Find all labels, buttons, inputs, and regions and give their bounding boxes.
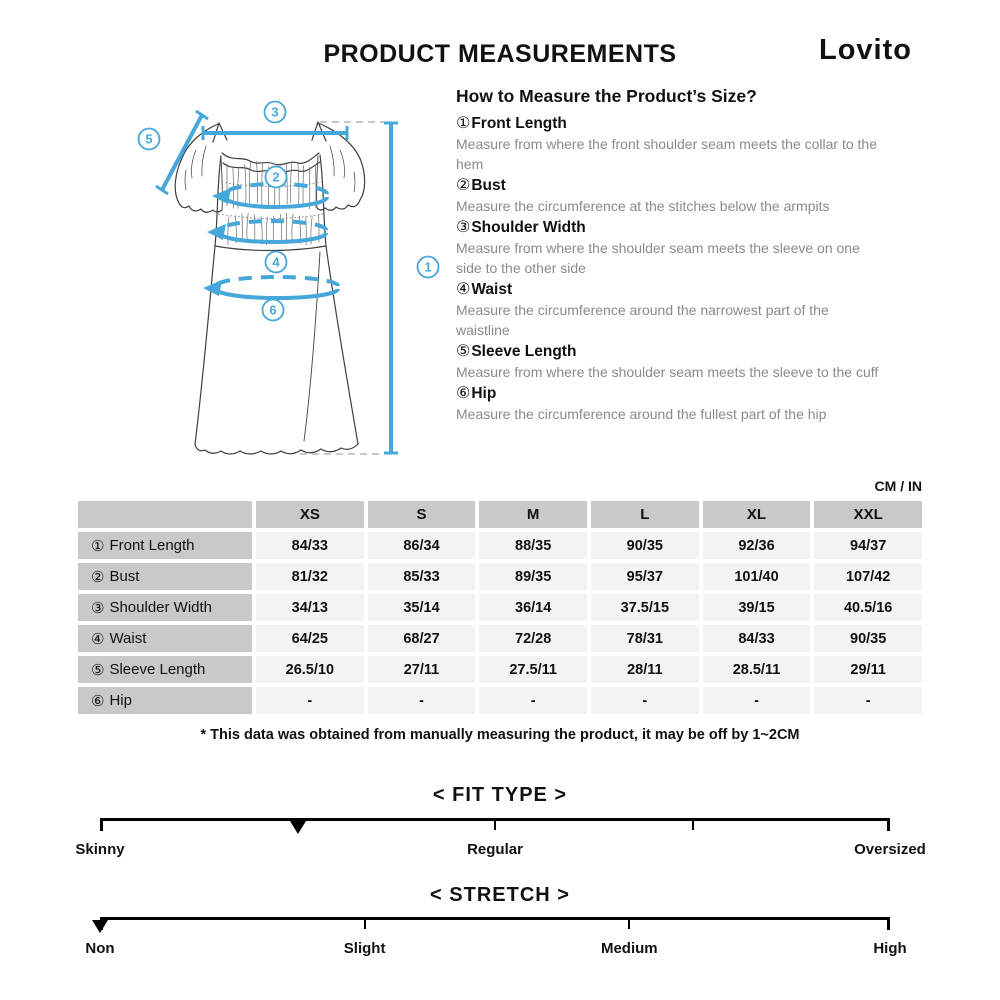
svg-text:5: 5 (145, 131, 153, 147)
instruction-item (456, 280, 880, 340)
size-column-header: M (479, 501, 587, 528)
fit-type-title: < FIT TYPE > (432, 784, 568, 806)
measurement-value: 86/34 (368, 532, 476, 559)
measurement-value: 78/31 (591, 625, 699, 652)
row-label (78, 594, 252, 621)
instruction-title (456, 342, 880, 362)
svg-text:2: 2 (272, 169, 280, 185)
measurement-value: 89/35 (479, 563, 587, 590)
scale-marker-triangle (92, 920, 108, 933)
row-label (78, 625, 252, 652)
instruction-description: Measure the circumference at the stitches below the armpits (456, 198, 830, 214)
marker-front-length (418, 257, 439, 278)
instruction-number: ③ (456, 219, 471, 236)
row-name: Bust (109, 568, 140, 585)
svg-text:6: 6 (269, 302, 277, 318)
instructions-list (456, 114, 880, 424)
instruction-label: Shoulder Width (471, 219, 586, 236)
instruction-label: Front Length (471, 115, 567, 132)
instruction-description: Measure from where the front shoulder seam meets the collar to the hem (456, 136, 877, 172)
instruction-item (456, 114, 880, 174)
size-column-header: L (591, 501, 699, 528)
measurement-value: - (368, 687, 476, 714)
row-name: Hip (109, 692, 132, 709)
measurement-value: 37.5/15 (591, 594, 699, 621)
stretch-scale-labels (85, 940, 907, 960)
fit-type-scale (75, 818, 926, 866)
marker-waist (266, 252, 287, 273)
scale-tick (628, 917, 630, 929)
scale-endcap-right (887, 917, 890, 930)
measurement-value: 101/40 (703, 563, 811, 590)
measurement-value: 84/33 (256, 532, 364, 559)
size-column-header: XS (256, 501, 364, 528)
measurement-value: 68/27 (368, 625, 476, 652)
scale-label: Oversized (854, 841, 926, 858)
svg-text:4: 4 (272, 254, 280, 270)
scale-label: Skinny (75, 841, 125, 858)
measurement-value: 90/35 (814, 625, 922, 652)
measurement-value: - (703, 687, 811, 714)
lovito-logo: Lovito (819, 34, 912, 66)
measurement-value: 107/42 (814, 563, 922, 590)
measurement-value: 85/33 (368, 563, 476, 590)
measurement-value: 27.5/11 (479, 656, 587, 683)
row-number: ② (91, 568, 105, 586)
instruction-title (456, 280, 880, 300)
instruction-number: ② (456, 177, 471, 194)
measurement-value: 34/13 (256, 594, 364, 621)
scale-tick (364, 917, 366, 929)
marker-hip (263, 300, 284, 321)
instruction-label: Waist (471, 281, 513, 298)
instruction-label: Sleeve Length (471, 343, 577, 360)
measurement-value: 40.5/16 (814, 594, 922, 621)
row-label (78, 687, 252, 714)
measurement-value: 27/11 (368, 656, 476, 683)
size-column-header: S (368, 501, 476, 528)
instructions-heading: How to Measure the Product’s Size? (456, 86, 757, 106)
measurement-note: * This data was obtained from manually measuring the product, it may be off by 1~2CM (200, 727, 800, 743)
size-table (78, 501, 922, 714)
fit-type-scale-line (100, 818, 890, 834)
row-name: Shoulder Width (109, 599, 213, 616)
row-label (78, 656, 252, 683)
stretch-scale (85, 917, 907, 965)
measurement-value: - (814, 687, 922, 714)
measurement-value: 95/37 (591, 563, 699, 590)
measurement-value: 94/37 (814, 532, 922, 559)
fit-type-scale-labels (75, 841, 926, 861)
size-column-header: XXL (814, 501, 922, 528)
measurement-value: 28/11 (591, 656, 699, 683)
scale-label: Slight (343, 940, 386, 957)
instruction-number: ⑤ (456, 343, 471, 360)
row-number: ① (91, 537, 105, 555)
instruction-description: Measure the circumference around the fullest part of the hip (456, 406, 827, 422)
row-number: ③ (91, 599, 105, 617)
measurement-value: 88/35 (479, 532, 587, 559)
measurement-value: 81/32 (256, 563, 364, 590)
row-name: Sleeve Length (109, 661, 206, 678)
measurement-value: 92/36 (703, 532, 811, 559)
row-number: ④ (91, 630, 105, 648)
measurement-value: 26.5/10 (256, 656, 364, 683)
measurement-value: - (256, 687, 364, 714)
stretch-title: < STRETCH > (430, 884, 570, 906)
scale-label: Regular (467, 841, 523, 858)
instruction-item (456, 342, 880, 382)
row-name: Waist (109, 630, 147, 647)
instruction-label: Hip (471, 385, 497, 402)
measurement-value: - (591, 687, 699, 714)
row-label (78, 532, 252, 559)
scale-tick (692, 818, 694, 830)
stretch-scale-line (100, 917, 890, 933)
instruction-description: Measure from where the shoulder seam meets the sleeve on one side to the other side (456, 240, 860, 276)
scale-marker-triangle (290, 821, 306, 834)
instruction-number: ⑥ (456, 385, 471, 402)
marker-shoulder-width (265, 102, 286, 123)
instruction-title (456, 176, 880, 196)
measurement-value: 84/33 (703, 625, 811, 652)
measure-instructions (456, 86, 880, 424)
scale-label: Medium (600, 940, 658, 957)
measurement-value: 72/28 (479, 625, 587, 652)
svg-text:1: 1 (424, 259, 432, 275)
instruction-description: Measure the circumference around the narrowest part of the waistline (456, 302, 829, 338)
reference-dashed-lines (300, 122, 384, 454)
measurement-value: 29/11 (814, 656, 922, 683)
unit-label: CM / IN (874, 478, 922, 494)
instruction-label: Bust (471, 177, 506, 194)
marker-bust (266, 167, 287, 188)
instruction-number: ① (456, 115, 471, 132)
instruction-title (456, 114, 880, 134)
row-name: Front Length (109, 537, 195, 554)
instruction-description: Measure from where the shoulder seam meets the sleeve to the cuff (456, 364, 879, 380)
scale-tick (494, 818, 496, 830)
scale-endcap-left (100, 818, 103, 831)
row-number: ⑤ (91, 661, 105, 679)
instruction-item (456, 384, 880, 424)
scale-label: Non (85, 940, 115, 957)
measurement-value: 35/14 (368, 594, 476, 621)
row-number: ⑥ (91, 692, 105, 710)
measurement-value: - (479, 687, 587, 714)
row-label (78, 563, 252, 590)
measurement-value: 28.5/11 (703, 656, 811, 683)
corner-cell (78, 501, 252, 528)
dress-measurement-diagram (95, 85, 445, 470)
instruction-item (456, 176, 880, 216)
instruction-title (456, 384, 880, 404)
measurement-value: 36/14 (479, 594, 587, 621)
instruction-title (456, 218, 880, 238)
scale-line (100, 917, 890, 920)
instruction-item (456, 218, 880, 278)
page-title: PRODUCT MEASUREMENTS (323, 40, 677, 68)
measurement-value: 39/15 (703, 594, 811, 621)
marker-sleeve-length (139, 129, 160, 150)
scale-label: High (873, 940, 907, 957)
measurement-value: 90/35 (591, 532, 699, 559)
size-column-header: XL (703, 501, 811, 528)
measurement-value: 64/25 (256, 625, 364, 652)
instruction-number: ④ (456, 281, 471, 298)
svg-text:3: 3 (271, 104, 279, 120)
scale-endcap-right (887, 818, 890, 831)
